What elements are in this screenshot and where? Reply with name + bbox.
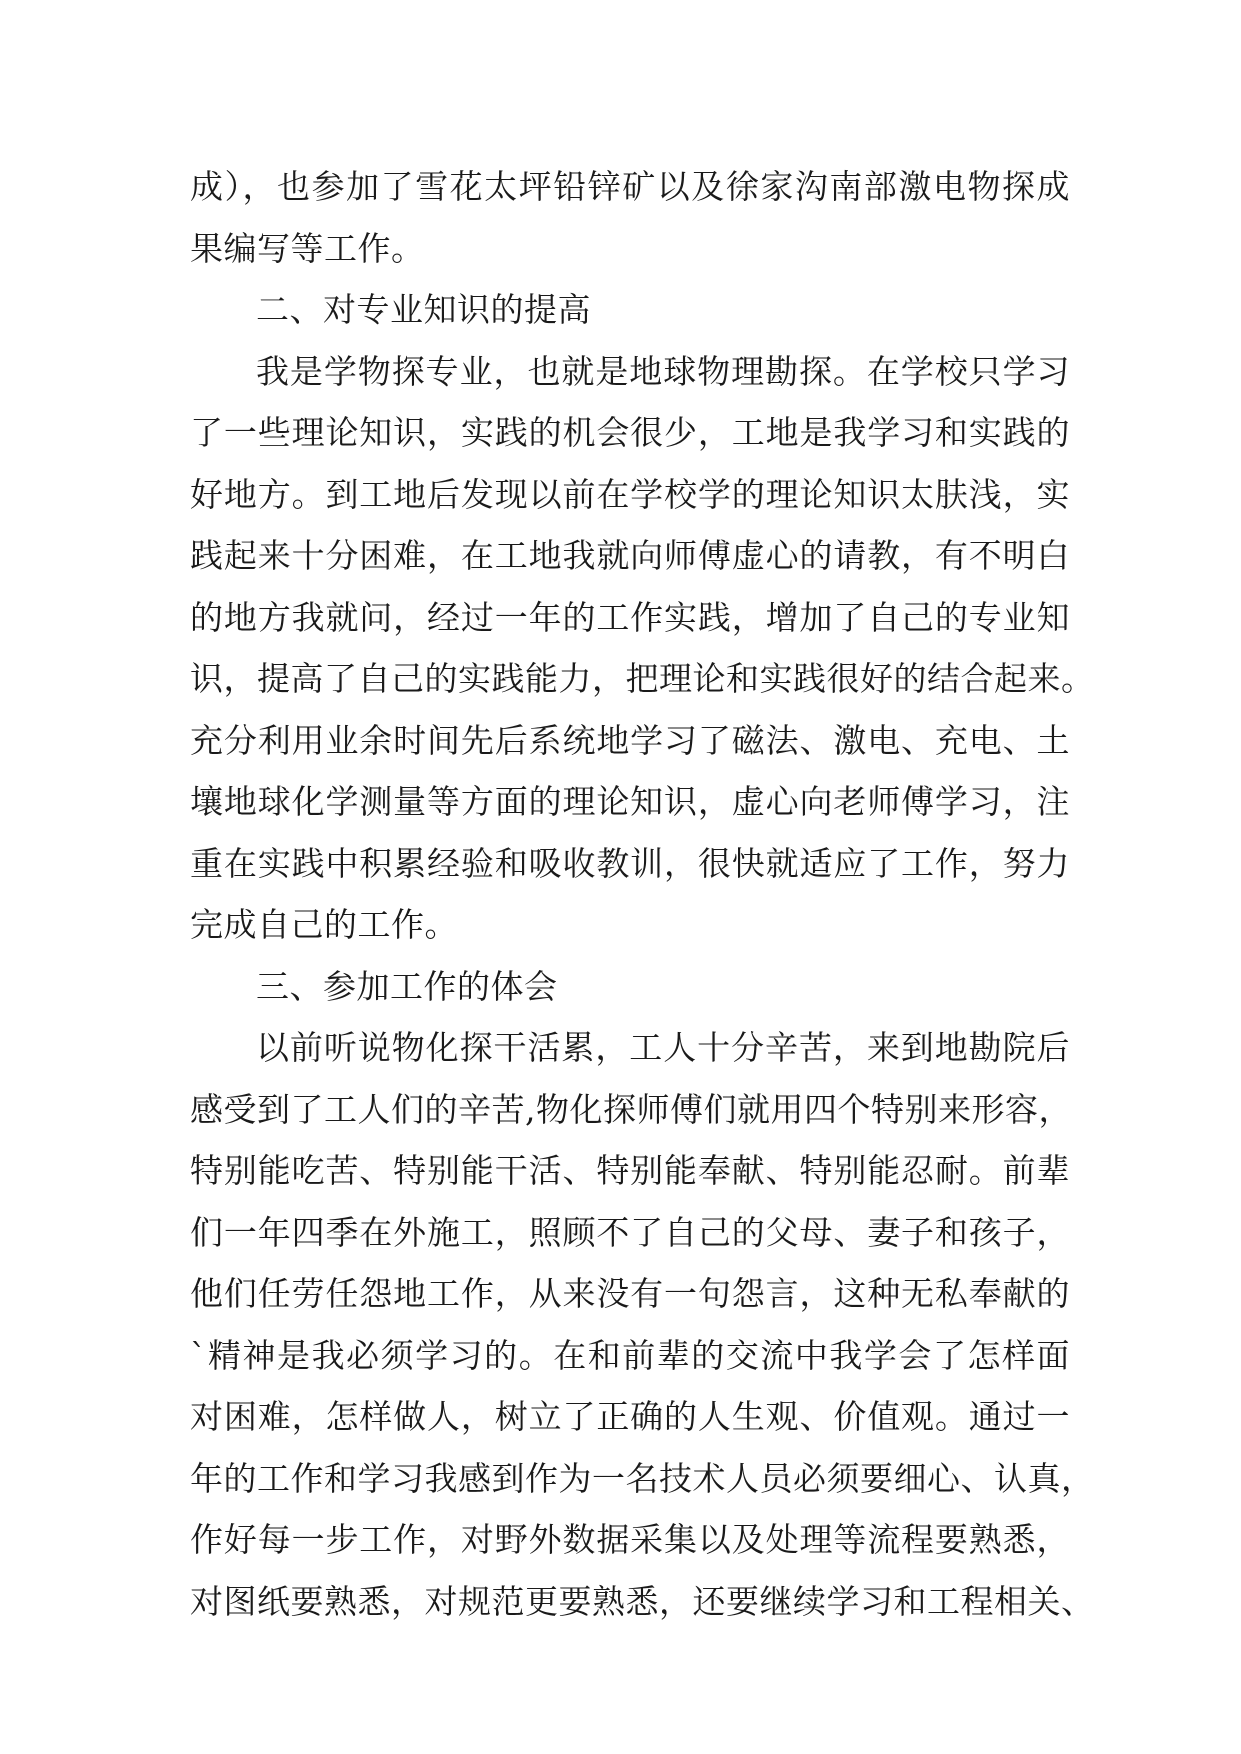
text-line: `精神是我必须学习的。在和前辈的交流中我学会了怎样面 [190, 1335, 1070, 1375]
text-line: 好地方。到工地后发现以前在学校学的理论知识太肤浅，实 [190, 474, 1070, 514]
text-line: 三、参加工作的体会 [256, 966, 558, 1006]
text-line: 践起来十分困难，在工地我就向师傅虚心的请教，有不明白 [190, 536, 1070, 575]
text-line: 的地方我就问，经过一年的工作实践，增加了自己的专业知 [190, 597, 1070, 637]
text-line: 对图纸要熟悉，对规范更要熟悉，还要继续学习和工程相关、 [190, 1581, 1095, 1621]
text-line: 以前听说物化探干活累，工人十分辛苦，来到地勘院后 [256, 1028, 1070, 1067]
text-line: 我是学物探专业，也就是地球物理勘探。在学校只学习 [256, 351, 1070, 391]
text-line: 充分利用业余时间先后系统地学习了磁法、激电、充电、土 [190, 720, 1070, 760]
text-line: 完成自己的工作。 [190, 905, 458, 944]
text-line: 对困难，怎样做人，树立了正确的人生观、价值观。通过一 [190, 1397, 1070, 1436]
text-line: 重在实践中积累经验和吸收教训，很快就适应了工作，努力 [190, 843, 1070, 883]
text-line: 作好每一步工作，对野外数据采集以及处理等流程要熟悉， [190, 1520, 1070, 1559]
text-line: 果编写等工作。 [190, 228, 425, 268]
text-line: 特别能吃苦、特别能干活、特别能奉献、特别能忍耐。前辈 [190, 1151, 1070, 1190]
text-line: 们一年四季在外施工，照顾不了自己的父母、妻子和孩子， [190, 1212, 1070, 1252]
text-line: 年的工作和学习我感到作为一名技术人员必须要细心、认真， [190, 1458, 1095, 1498]
body-text [190, 156, 1095, 1632]
text-line: 识，提高了自己的实践能力，把理论和实践很好的结合起来。 [190, 659, 1095, 698]
text-line: 成），也参加了雪花太坪铅锌矿以及徐家沟南部激电物探成 [190, 167, 1070, 206]
text-line: 他们任劳任怨地工作，从来没有一句怨言，这种无私奉献的 [190, 1274, 1070, 1313]
text-line: 二、对专业知识的提高 [256, 290, 591, 329]
text-line: 了一些理论知识，实践的机会很少，工地是我学习和实践的 [190, 413, 1070, 452]
text-line: 壤地球化学测量等方面的理论知识，虚心向老师傅学习，注 [190, 782, 1070, 821]
text-line: 感受到了工人们的辛苦,物化探师傅们就用四个特别来形容， [190, 1089, 1072, 1129]
